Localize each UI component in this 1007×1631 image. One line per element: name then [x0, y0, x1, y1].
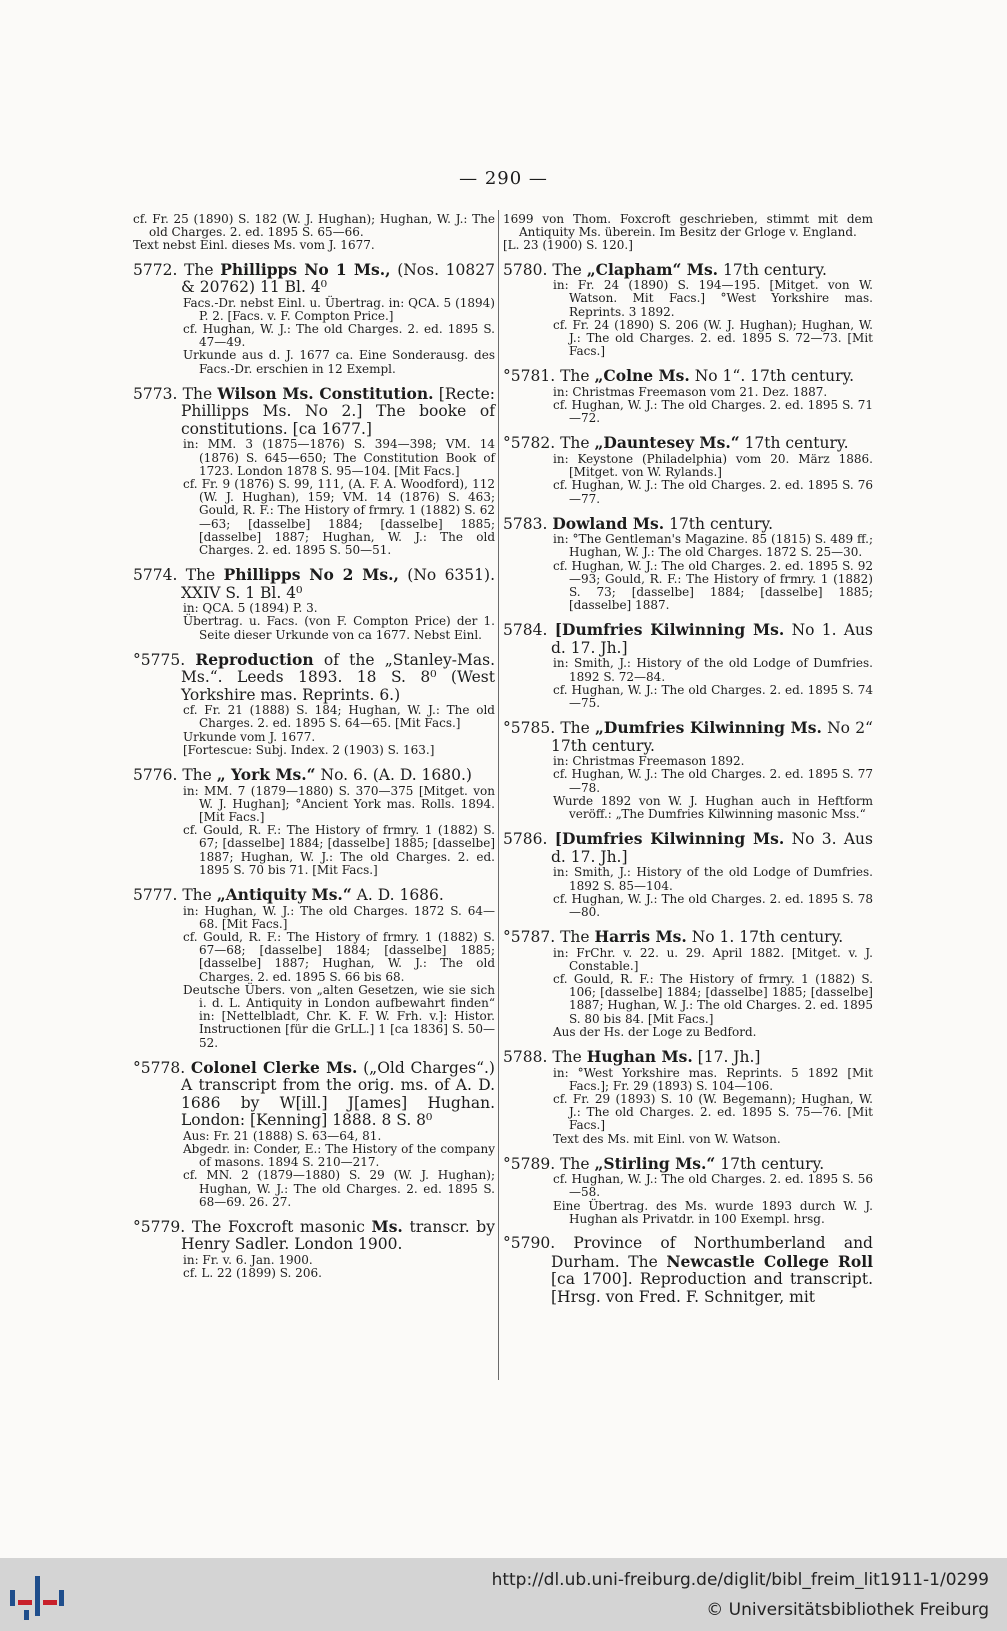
- entry-title-bold: [Dumfries Kilwinning Ms.: [554, 829, 785, 849]
- entry-detail-line: in: FrChr. v. 22. u. 29. April 1882. [Mitget. v. J. Constable.]: [553, 945, 873, 973]
- entry-title-bold: Phillipps No 2 Ms.,: [223, 565, 399, 585]
- entry-detail-line: in: Smith, J.: History of the old Lodge of Dumfries. 1892 S. 85—104.: [553, 865, 873, 893]
- entry-detail-line: cf. Fr. 29 (1893) S. 10 (W. Begemann); Hughan, W. J.: The old Charges. 2. ed. 1895 S. 75—76. [Mit Facs.]: [553, 1091, 873, 1133]
- entry-title-prefix: The: [552, 1048, 587, 1067]
- entry-detail-line: Text nebst Einl. dieses Ms. vom J. 1677.: [133, 238, 375, 253]
- entry-title-bold: Colonel Clerke Ms.: [190, 1057, 358, 1077]
- entry-detail-line: Übertrag. u. Facs. (von F. Compton Price) der 1. Seite dieser Urkunde von ca 1677. Nebst Einl.: [183, 614, 495, 642]
- entry-title-suffix: (Nos. 10827 & 20762) 11 Bl. 4⁰: [181, 260, 495, 297]
- entry-title-suffix: No 3. Aus d. 17. Jh.]: [551, 830, 873, 866]
- entry-detail-line: cf. Hughan, W. J.: The old Charges. 2. ed. 1895 S. 76—77.: [553, 478, 873, 506]
- bib-entry: [503, 1048, 873, 1146]
- entry-heading: [503, 1155, 873, 1174]
- entry-heading: [503, 434, 873, 453]
- entry-title-bold: „Dauntesey Ms.“: [594, 433, 740, 453]
- bib-entry: [503, 1155, 873, 1226]
- bib-entry: [503, 367, 873, 425]
- entry-number: 5788.: [503, 1048, 548, 1067]
- bib-entry: [133, 566, 495, 642]
- entry-title-suffix: [Recte: Phillipps Ms. No 2.] The booke of constitutions. [ca 1677.]: [181, 384, 495, 438]
- entry-detail-line: in: Christmas Freemason 1892.: [553, 754, 745, 769]
- entry-title-prefix: The: [560, 928, 595, 947]
- entry-title-bold: Hughan Ms.: [586, 1047, 693, 1067]
- entry-title-bold: Phillipps No 1 Ms.,: [220, 259, 391, 279]
- entry-title-prefix: The: [560, 434, 595, 453]
- entry-title-suffix: No 1. Aus d. 17. Jh.]: [551, 621, 873, 657]
- entry-detail-line: cf. MN. 2 (1879—1880) S. 29 (W. J. Hughan); Hughan, W. J.: The old Charges. 2. ed. 1895 S. 68—69. 26. 27.: [183, 1168, 495, 1209]
- entry-title-bold: „Antiquity Ms.“: [216, 885, 352, 904]
- entry-detail-line: cf. Hughan, W. J.: The old Charges. 2. ed. 1895 S. 47—49.: [183, 322, 495, 350]
- entry-heading: [133, 261, 495, 297]
- bib-entry: [503, 213, 873, 253]
- entry-number: 5780.: [503, 260, 548, 279]
- entry-number: °5785.: [503, 719, 556, 738]
- entry-title-bold: „Clapham“ Ms.: [586, 259, 719, 279]
- bib-entry: [133, 385, 495, 557]
- entry-heading: [503, 515, 873, 534]
- entry-heading: [133, 1059, 495, 1130]
- entry-detail-line: cf. Hughan, W. J.: The old Charges. 2. ed. 1895 S. 74—75.: [553, 682, 873, 711]
- entry-heading: [133, 1218, 495, 1254]
- entry-detail-line: [Fortescue: Subj. Index. 2 (1903) S. 163.]: [183, 742, 435, 757]
- entry-title-prefix: The: [560, 367, 595, 386]
- entry-heading: [133, 566, 495, 602]
- entry-detail-line: 1699 von Thom. Foxcroft geschrieben, stimmt mit dem Antiquity Ms. überein. Im Besitz der Grloge v. England.: [503, 212, 873, 240]
- entry-number: °5779.: [133, 1217, 186, 1236]
- entry-number: °5789.: [503, 1154, 556, 1173]
- entry-detail-line: cf. Fr. 9 (1876) S. 99, 111, (A. F. A. Woodford), 112 (W. J. Hughan), 159; VM. 14 (1876) S. 463; Gould, R. F.: The History of frmry. 1 (1882) S. 62—63; [dasselbe] 1884; [dasselbe] 1885; [dasselbe] 1887; Hughan, W. J.: The old Charges. 2. ed. 1895 S. 50—51.: [183, 476, 495, 557]
- entry-title-suffix: 17th century.: [718, 260, 827, 279]
- entry-title-suffix: A. D. 1686.: [351, 886, 444, 904]
- entry-detail-line: cf. Fr. 21 (1888) S. 184; Hughan, W. J.: The old Charges. 2. ed. 1895 S. 64—65. [Mit Facs.]: [183, 703, 495, 731]
- bib-entry: [503, 1235, 873, 1306]
- entry-heading: [133, 385, 495, 439]
- entry-detail-line: cf. Fr. 24 (1890) S. 206 (W. J. Hughan); Hughan, W. J.: The old Charges. 2. ed. 1895 S. 72—73. [Mit Facs.]: [553, 317, 873, 359]
- entry-title-suffix: transcr. by Henry Sadler. London 1900.: [181, 1217, 495, 1254]
- entry-detail-line: in: Christmas Freemason vom 21. Dez. 1887.: [553, 384, 828, 399]
- entry-title-suffix: 17th century.: [739, 434, 849, 453]
- entry-title-suffix: (No 6351). XXIV S. 1 Bl. 4⁰: [181, 566, 495, 602]
- entry-title-prefix: The Foxcroft masonic: [191, 1217, 372, 1236]
- entry-number: 5783.: [503, 514, 548, 533]
- bib-entry: [133, 1218, 495, 1280]
- footer-bar: [0, 1558, 1007, 1631]
- entry-detail-line: in: Fr. 24 (1890) S. 194—195. [Mitget. von W. Watson. Mit Facs.] °West Yorkshire mas. Reprints. 3 1892.: [553, 278, 873, 319]
- entry-number: 5784.: [503, 621, 548, 640]
- entry-title-prefix: The: [560, 719, 595, 738]
- entry-number: 5776.: [133, 766, 178, 785]
- entry-title-prefix: The: [185, 566, 224, 585]
- entry-heading: [503, 928, 873, 947]
- entry-title-suffix: No 1“. 17th century.: [689, 367, 855, 386]
- entry-detail-line: cf. Hughan, W. J.: The old Charges. 2. ed. 1895 S. 78—80.: [553, 891, 873, 919]
- bib-entry: [503, 434, 873, 505]
- entry-detail-line: in: QCA. 5 (1894) P. 3.: [183, 601, 318, 616]
- entry-title-bold: Harris Ms.: [594, 927, 687, 947]
- entry-heading: [133, 886, 495, 905]
- bib-entry: [503, 515, 873, 613]
- entry-title-suffix: [ca 1700]. Reproduction and transcript. [Hrsg. von Fred. F. Schnitger, mit: [551, 1270, 873, 1306]
- entry-heading: [133, 766, 495, 785]
- entry-title-prefix: Province of Northumberland and Durham. The: [551, 1234, 873, 1271]
- entry-detail-line: cf. Hughan, W. J.: The old Charges. 2. ed. 1895 S. 92—93; Gould, R. F.: The History of frmry. 1 (1882) S. 73; [dasselbe] 1884; [dasselbe] 1885; [dasselbe] 1887.: [553, 558, 873, 613]
- entry-title-bold: Reproduction: [195, 649, 314, 669]
- entry-title-prefix: The: [552, 260, 587, 279]
- entry-heading: [503, 621, 873, 657]
- entry-detail-line: cf. Hughan, W. J.: The old Charges. 2. ed. 1895 S. 77—78.: [553, 767, 873, 795]
- entry-detail-line: Deutsche Übers. von „alten Gesetzen, wie sie sich i. d. L. Antiquity in London aufbewahrt finden“ in: [Nettelbladt, Chr. K. F. W. Frh. v.]: Histor. Instructionen [für die GrLL.] 1 [ca 1836] S. 50—52.: [183, 982, 495, 1050]
- bib-entry: [133, 651, 495, 757]
- entry-detail-line: cf. Hughan, W. J.: The old Charges. 2. ed. 1895 S. 56—58.: [553, 1172, 873, 1200]
- entry-title-bold: Newcastle College Roll: [666, 1251, 873, 1271]
- entry-title-bold: „Stirling Ms.“: [594, 1153, 716, 1173]
- entry-title-suffix: 17th century.: [664, 514, 774, 533]
- entry-detail-line: in: Smith, J.: History of the old Lodge of Dumfries. 1892 S. 72—84.: [553, 656, 873, 684]
- entry-title-suffix: 17th century.: [715, 1154, 825, 1173]
- entry-heading: [133, 651, 495, 705]
- entry-detail-line: Aus: Fr. 21 (1888) S. 63—64, 81.: [183, 1128, 382, 1143]
- entry-detail-line: Aus der Hs. der Loge zu Bedford.: [553, 1024, 757, 1039]
- entry-detail-line: cf. Hughan, W. J.: The old Charges. 2. ed. 1895 S. 71—72.: [553, 398, 873, 426]
- entry-detail-line: cf. Fr. 25 (1890) S. 182 (W. J. Hughan); Hughan, W. J.: The old Charges. 2. ed. 1895 S. 65—66.: [133, 212, 495, 240]
- entry-heading: [503, 261, 873, 280]
- entry-heading: [503, 1235, 873, 1306]
- entry-number: 5773.: [133, 384, 178, 403]
- entry-title-prefix: The: [560, 1154, 595, 1173]
- entry-detail-line: in: MM. 3 (1875—1876) S. 394—398; VM. 14 (1876) S. 645—650; The Constitution Book of 1723. London 1878 S. 95—104. [Mit Facs.]: [183, 437, 495, 478]
- entry-title-suffix: No 1. 17th century.: [686, 928, 844, 947]
- bib-entry: [133, 1059, 495, 1209]
- bib-entry: [503, 830, 873, 919]
- entry-detail-line: Text des Ms. mit Einl. von W. Watson.: [553, 1131, 781, 1146]
- bib-entry: [133, 261, 495, 376]
- entry-title-suffix: („Old Charges“.) A transcript from the orig. ms. of A. D. 1686 by W[ill.] J[ames] Hughan. London: [Kenning] 1888. 8 S. 8⁰: [181, 1058, 495, 1130]
- entry-detail-line: Wurde 1892 von W. J. Hughan auch in Heftform veröff.: „The Dumfries Kilwinning masonic Mss.“: [553, 793, 873, 822]
- entry-title-bold: „Colne Ms.: [594, 366, 690, 386]
- entry-title-bold: Dowland Ms.: [552, 513, 665, 533]
- entry-title-suffix: of the „Stanley-Mas. Ms.“. Leeds 1893. 18 S. 8⁰ (West Yorkshire mas. Reprints. 6.): [181, 650, 495, 704]
- entry-title-suffix: No. 6. (A. D. 1680.): [315, 766, 472, 785]
- entry-title-suffix: No 2“ 17th century.: [551, 719, 873, 755]
- entry-detail-line: cf. L. 22 (1899) S. 206.: [183, 1266, 322, 1281]
- entry-number: 5777.: [133, 886, 178, 904]
- entry-detail-line: in: Keystone (Philadelphia) vom 20. März 1886. [Mitget. von W. Rylands.]: [553, 451, 873, 480]
- page-number: — 290 —: [459, 168, 548, 189]
- entry-heading: [503, 1048, 873, 1067]
- bib-entry: [133, 886, 495, 1050]
- entry-detail-line: in: °West Yorkshire mas. Reprints. 5 1892 [Mit Facs.]; Fr. 29 (1893) S. 104—106.: [553, 1065, 873, 1093]
- entry-detail-line: Urkunde aus d. J. 1677 ca. Eine Sonderausg. des Facs.-Dr. erschien in 12 Exempl.: [183, 348, 495, 376]
- bib-entry: [503, 928, 873, 1039]
- entry-detail-line: cf. Gould, R. F.: The History of frmry. 1 (1882) S. 67; [dasselbe] 1884; [dasselbe] 1885; [dasselbe] 1887; Hughan, W. J.: The old Charges. 2. ed. 1895 S. 70 bis 71. [Mit Facs.]: [183, 823, 495, 877]
- bib-entry: [503, 261, 873, 359]
- entry-title-bold: Ms.: [371, 1216, 403, 1236]
- entry-detail-line: in: °The Gentleman's Magazine. 85 (1815) S. 489 ff.; Hughan, W. J.: The old Charges. 1872 S. 25—30.: [553, 532, 873, 560]
- footer-copyright: © Universitätsbibliothek Freiburg: [706, 1600, 989, 1620]
- bib-entry: [133, 766, 495, 877]
- entry-number: 5786.: [503, 830, 548, 849]
- entry-title-bold: Wilson Ms. Constitution.: [217, 383, 434, 403]
- right-column: [503, 213, 873, 1315]
- entry-detail-line: Eine Übertrag. des Ms. wurde 1893 durch W. J. Hughan als Privatdr. in 100 Exempl. hrsg.: [553, 1198, 873, 1226]
- entry-number: °5787.: [503, 928, 556, 947]
- entry-number: °5775.: [133, 650, 186, 669]
- entry-detail-line: Facs.-Dr. nebst Einl. u. Übertrag. in: QCA. 5 (1894) P. 2. [Facs. v. F. Compton Price.]: [183, 295, 495, 323]
- left-column: [133, 213, 495, 1289]
- entry-title-bold: „ York Ms.“: [216, 765, 316, 785]
- entry-detail-line: [L. 23 (1900) S. 120.]: [503, 238, 633, 253]
- entry-detail-line: Urkunde vom J. 1677.: [183, 729, 316, 744]
- entry-title-bold: „Dumfries Kilwinning Ms.: [595, 718, 822, 738]
- entry-detail-line: cf. Gould, R. F.: The History of frmry. 1 (1882) S. 67—68; [dasselbe] 1884; [dasselbe] 1885; [dasselbe] 1887; Hughan, W. J.: The old Charges. 2. ed. 1895 S. 66 bis 68.: [183, 929, 495, 984]
- entry-detail-line: cf. Gould, R. F.: The History of frmry. 1 (1882) S. 106; [dasselbe] 1884; [dasselbe] 1885; [dasselbe] 1887; Hughan, W. J.: The old Charges. 2. ed. 1895 S. 80 bis 84. [Mit Facs.]: [553, 972, 873, 1026]
- column-divider: [498, 210, 499, 1380]
- footer-url-link[interactable]: http://dl.ub.uni-freiburg.de/diglit/bibl_freim_lit1911-1/0299: [491, 1570, 989, 1590]
- entry-number: °5790.: [503, 1234, 556, 1253]
- entry-heading: [503, 367, 873, 386]
- entry-title-prefix: The: [182, 384, 218, 403]
- entry-number: 5772.: [133, 260, 178, 279]
- entry-detail-line: in: Hughan, W. J.: The old Charges. 1872 S. 64—68. [Mit Facs.]: [183, 903, 495, 931]
- bib-entry: [503, 719, 873, 821]
- entry-title-suffix: [17. Jh.]: [692, 1048, 761, 1067]
- entry-title-bold: [Dumfries Kilwinning Ms.: [554, 620, 785, 640]
- entry-title-prefix: The: [182, 766, 217, 785]
- entry-detail-line: in: Fr. v. 6. Jan. 1900.: [183, 1252, 313, 1267]
- entry-title-prefix: The: [182, 886, 217, 904]
- entry-heading: [503, 830, 873, 866]
- entry-number: °5778.: [133, 1058, 186, 1077]
- entry-title-prefix: The: [184, 260, 221, 279]
- entry-number: °5782.: [503, 434, 556, 453]
- entry-heading: [503, 719, 873, 755]
- bib-entry: [133, 213, 495, 253]
- entry-number: 5774.: [133, 566, 178, 585]
- entry-number: °5781.: [503, 367, 556, 386]
- library-logo-icon: [8, 1570, 66, 1622]
- entry-detail-line: Abgedr. in: Conder, E.: The History of the company of masons. 1894 S. 210—217.: [183, 1141, 495, 1170]
- bib-entry: [503, 621, 873, 710]
- entry-detail-line: in: MM. 7 (1879—1880) S. 370—375 [Mitget. von W. J. Hughan]; °Ancient York mas. Rolls. 1894. [Mit Facs.]: [183, 783, 495, 824]
